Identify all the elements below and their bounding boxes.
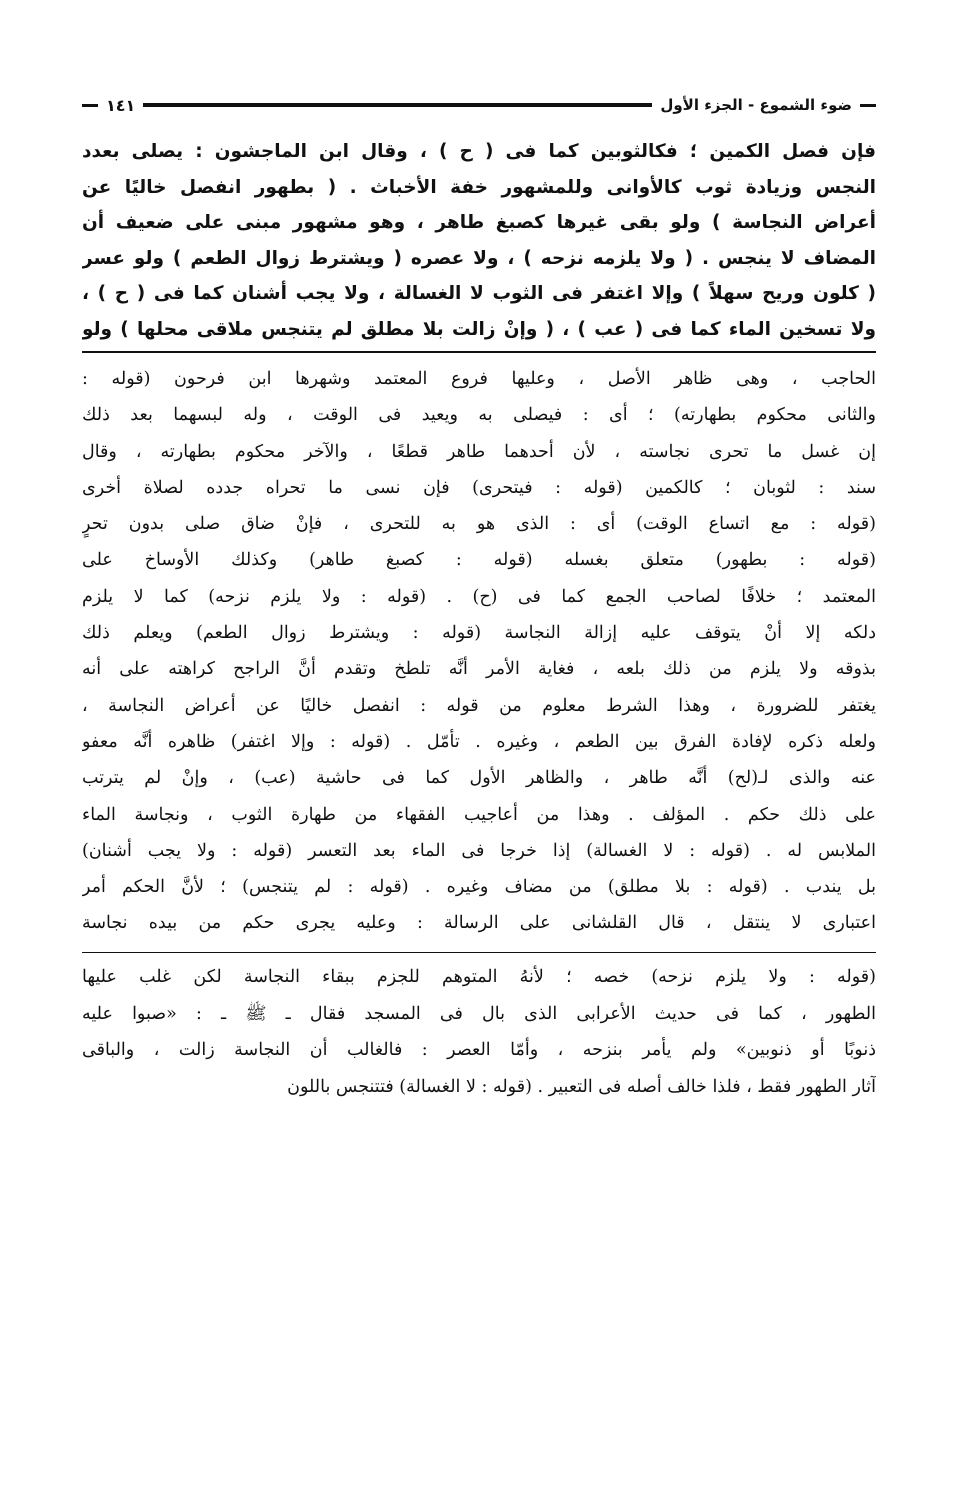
footnote-line: ذنوبًا أو ذنوبين» ولم يأمر بنزحه ، وأمّا العصر : فالغالب أن النجاسة زالت ، والباقى [82, 1040, 876, 1061]
header-dash-right [860, 104, 876, 107]
commentary-line: الحاجب ، وهى ظاهر الأصل ، وعليها فروع المعتمد وشهرها ابن فرحون (قوله : [82, 369, 876, 389]
header-title: ضوء الشموع - الجزء الأول [660, 96, 852, 114]
book-page [82, 92, 876, 1472]
main-text-line: المضاف لا ينجس . ( ولا يلزمه نزحه ) ، ولا عصره ( ويشترط زوال الطعم ) ولو عسر [82, 247, 876, 269]
commentary-line: بل يندب . (قوله : بلا مطلق) من مضاف وغيره . (قوله : لم يتنجس) ؛ لأنَّ الحكم أمر [82, 877, 876, 898]
commentary-line: دلكه إلا أنْ يتوقف عليه إزالة النجاسة (قوله : ويشترط زوال الطعم) ويعلم ذلك [82, 623, 876, 644]
commentary-line: سند : لثوبان ؛ كالكمين (قوله : فيتحرى) فإن نسى ما تحراه جدده لصلاة أخرى [82, 477, 876, 498]
header-rule [143, 103, 652, 107]
commentary-line: الملابس له . (قوله : لا الغسالة) إذا خرجا فى الماء بعد التعسر (قوله : ولا يجب أشنان) [82, 840, 876, 861]
commentary-line: يغتفر للضرورة ، وهذا الشرط معلوم من قوله : انفصل خاليًا عن أعراض النجاسة ، [82, 695, 876, 716]
main-text-line: ولا تسخين الماء كما فى ( عب ) ، ( وإنْ زالت بلا مطلق لم يتنجس ملاقى محلها ) ولو [82, 318, 876, 340]
main-text-line: النجس وزيادة ثوب كالأوانى وللمشهور خفة الأخباث . ( بطهور انفصل خاليًا عن [82, 176, 876, 198]
main-text [82, 134, 876, 347]
commentary-line: على ذلك حكم . المؤلف . وهذا من أعاجيب الفقهاء من طهارة الثوب ، ونجاسة الماء [82, 804, 876, 825]
commentary-line: (قوله : مع اتساع الوقت) أى : الذى هو به للتحرى ، فإنْ ضاق صلى بدون تحرٍ [82, 514, 876, 535]
commentary-line: بذوقه ولا يلزم من ذلك بلعه ، فغاية الأمر أنَّه تلطخ وتقدم أنَّ الراجح كراهته على أنه [82, 659, 876, 680]
section-divider [82, 351, 876, 353]
commentary-line: المعتمد ؛ خلافًا لصاحب الجمع كما فى (ح) . (قوله : ولا يلزم نزحه) كما لا يلزم [82, 586, 876, 607]
header-dash-left [82, 104, 98, 107]
commentary-line: اعتبارى لا ينتقل ، قال القلشانى على الرسالة : وعليه يجرى حكم من بيده نجاسة [82, 913, 876, 934]
commentary-line: (قوله : بطهور) متعلق بغسله (قوله : كصبغ طاهر) وكذلك الأوساخ على [82, 550, 876, 571]
footnote-text [82, 959, 876, 1105]
main-text-line: ( كلون وريح سهلاً ) وإلا اغتفر فى الثوب لا الغسالة ، ولا يجب أشنان كما فى ( ح ) ، [82, 283, 876, 304]
commentary-line: إن غسل ما تحرى نجاسته ، لأن أحدهما طاهر قطعًا ، والآخر محكوم بطهارته ، وقال [82, 441, 876, 462]
commentary-line: والثانى محكوم بطهارته) ؛ أى : فيصلى به ويعيد فى الوقت ، وله لبسهما بعد ذلك [82, 405, 876, 426]
footnote-line: (قوله : ولا يلزم نزحه) خصه ؛ لأنهُ المتوهم للجزم ببقاء النجاسة لكن غلب عليها [82, 967, 876, 988]
commentary-line: ولعله ذكره لإفادة الفرق بين الطعم ، وغيره . تأمّل . (قوله : وإلا اغتفر) ظاهره أنَّه معفو [82, 731, 876, 752]
footnote-divider [82, 952, 876, 954]
footnote-line: الطهور ، كما فى حديث الأعرابى الذى بال فى المسجد فقال ـ ﷺ ـ : «صبوا عليه [82, 1003, 876, 1024]
main-text-line: فإن فصل الكمين ؛ فكالثوبين كما فى ( ح ) ، وقال ابن الماجشون : يصلى بعدد [82, 141, 876, 162]
page-number: ١٤١ [106, 95, 136, 115]
main-text-line: أعراض النجاسة ) ولو بقى غيرها كصبغ طاهر ، وهو مشهور مبنى على ضعيف أن [82, 212, 876, 233]
footnote-line: آثار الطهور فقط ، فلذا خالف أصله فى التعبير . (قوله : لا الغسالة) فتتنجس باللون [287, 1076, 876, 1097]
commentary-text [82, 361, 876, 942]
running-header [82, 92, 876, 118]
commentary-line: عنه والذى لـ(لح) أنَّه طاهر ، والظاهر الأول كما فى حاشية (عب) ، وإنْ لم يترتب [82, 768, 876, 789]
